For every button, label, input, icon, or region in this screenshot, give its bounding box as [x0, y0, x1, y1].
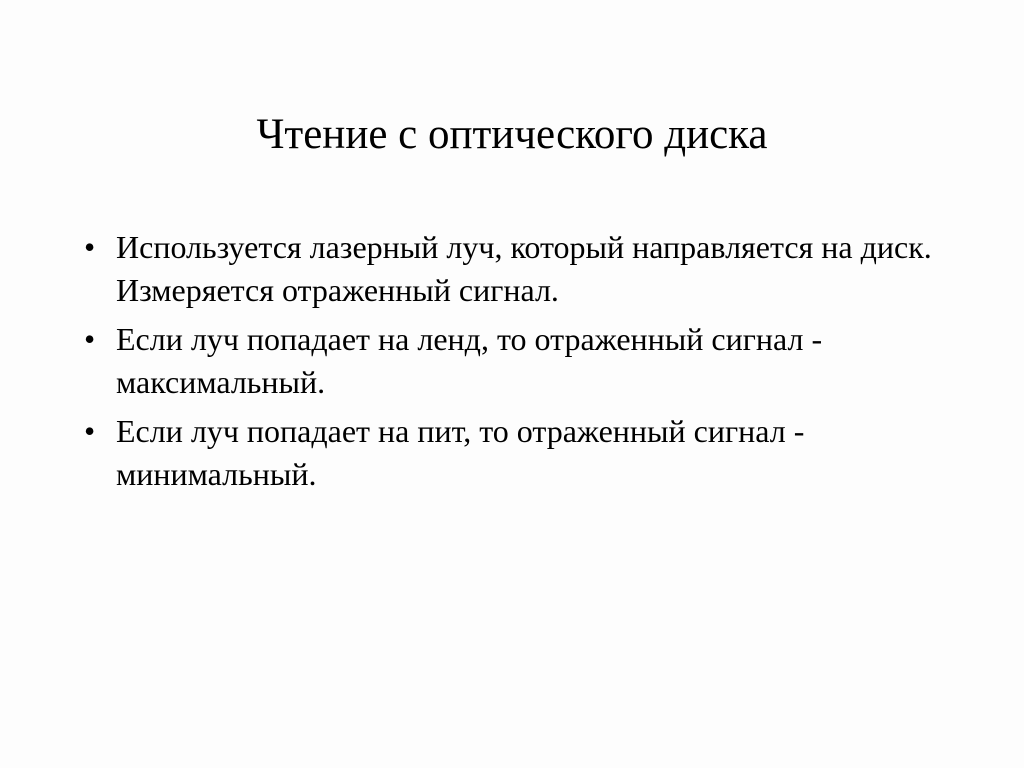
bullet-text: Если луч попадает на пит, то отраженный сигнал - минимальный. — [116, 413, 805, 492]
slide-title: Чтение с оптического диска — [256, 111, 768, 158]
bullet-list — [84, 226, 944, 502]
bullet-item — [84, 226, 944, 312]
bullet-marker: • — [84, 321, 96, 357]
bullet-text: Используется лазерный луч, который направляется на диск. Измеряется отраженный сигнал. — [116, 229, 932, 308]
bullet-item — [84, 318, 944, 404]
bullet-marker: • — [84, 413, 96, 449]
bullet-item — [84, 410, 944, 496]
bullet-text: Если луч попадает на ленд, то отраженный сигнал - максимальный. — [116, 321, 823, 400]
bullet-marker: • — [84, 229, 96, 265]
